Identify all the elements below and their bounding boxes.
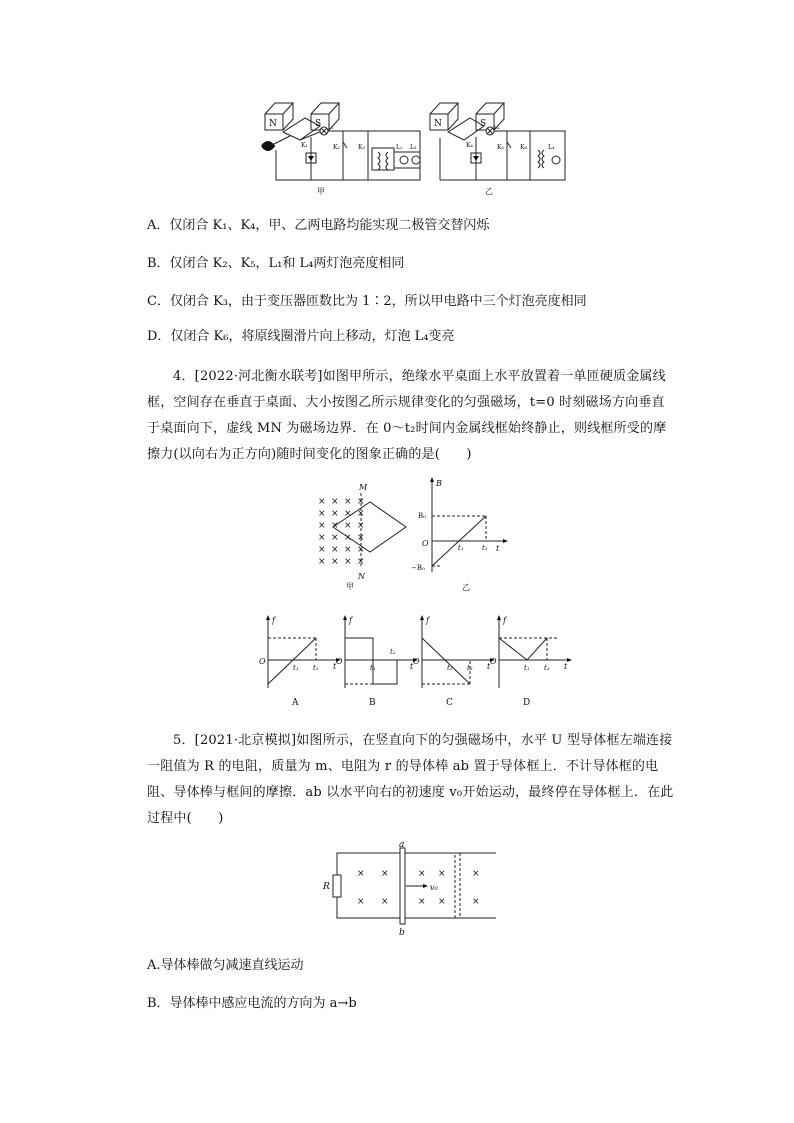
tick-neg-b0: −B₀ [411,564,425,572]
field-cross: × [381,869,389,879]
field-cross: × [357,545,365,555]
field-cross: × [318,545,326,555]
field-cross: × [418,897,426,907]
label-r: R [323,882,330,892]
field-cross: × [357,521,365,531]
magnet-n-label-jia: N [269,119,277,129]
axis-label-f: f [426,616,429,625]
q4-option-graphs [0,610,794,710]
q3-option-c: C．仅闭合 K₃，由于变压器匝数比为 1∶2，所以甲电路中三个灯泡亮度相同 [147,294,587,309]
tick-t2: t₂ [482,544,488,552]
field-cross: × [357,533,365,543]
circuit-jia [262,103,420,196]
field-cross: × [344,497,352,507]
field-cross: × [344,545,352,555]
magnet-s-label-yi: S [480,119,487,129]
b-t-graph [411,477,508,592]
field-cross: × [438,869,446,879]
field-cross: × [472,869,480,879]
origin-label: O [490,657,497,666]
label-yi: 乙 [485,187,493,196]
label-l4: L₄ [494,125,500,131]
f-t-line [422,638,470,684]
magnet-s-label-jia: S [315,119,322,129]
origin-label: O [422,539,429,548]
field-cross: × [357,557,365,567]
label-m: M [359,483,368,492]
label-jia: 甲 [317,187,325,196]
lamp-l5 [552,156,560,164]
q3-option-a: A．仅闭合 K₁、K₄，甲、乙两电路均能实现二极管交替闪烁 [147,218,490,233]
label-fig-jia: 甲 [346,582,354,591]
tick-t1: t₁ [458,544,464,552]
label-k2: K₂ [333,144,340,151]
q5-field-crosses [357,869,480,907]
f-t-line [345,638,397,684]
q3-option-b: B．仅闭合 K₂、K₅，L₁和 L₄两灯泡亮度相同 [147,256,405,271]
axis-label-t: t [496,544,500,553]
axis-label-f: f [503,616,506,625]
option-graph-a [259,615,341,708]
option-label-c: C [446,698,453,708]
axis-label-f: f [272,616,275,625]
f-t-line [499,638,547,660]
field-cross: × [381,897,389,907]
option-label-d: D [523,698,531,708]
origin-label: O [336,657,343,666]
label-l2: L₂ [396,144,403,151]
tick-t2: t₂ [467,664,473,672]
transformer-yi [538,150,544,168]
q4-stem: 4．[2022·河北衡水联考]如图甲所示，绝缘水平桌面上水平放置着一单匝硬质金属线框，空间存在垂直于桌面、大小按图乙所示规律变化的匀强磁场，t=0 时刻磁场方向垂直于桌面向下，虚线 MN 为磁场边界．在 0～t₂时间内金属线框始终静止，则线框所受的摩擦力(以向右为正方向)随时间变化的图象正确的是( ) [147,369,667,462]
field-cross: × [318,521,326,531]
field-cross: × [318,497,326,507]
field-cross: × [331,521,339,531]
label-fig-yi: 乙 [462,583,470,592]
field-cross: × [344,521,352,531]
option-label-a: A [292,698,299,708]
field-cross: × [357,497,365,507]
conductor-rod-ab [400,848,405,924]
lamp-l2 [400,156,408,164]
f-t-line [268,638,316,684]
q5-option-b: B．导体棒中感应电流的方向为 a→b [147,996,357,1011]
option-graph-b [336,615,418,708]
field-cross: × [357,897,365,907]
axis-label-t: t [410,662,414,671]
field-cross: × [318,557,326,567]
tick-b0: B₀ [418,512,426,520]
tick-t1: t₁ [447,664,453,672]
label-b: b [399,928,405,938]
field-cross: × [418,869,426,879]
rod-final-position [455,853,460,918]
field-cross: × [318,509,326,519]
field-cross: × [438,897,446,907]
label-k1: K₁ [301,142,308,149]
label-l1: L₁ [328,125,334,131]
label-k3: K₃ [358,144,365,151]
axis-label-f: f [349,616,352,625]
q5-option-a: A.导体棒做匀减速直线运动 [147,958,304,973]
label-n: N [358,572,365,581]
label-l3: L₃ [410,144,417,151]
tick-t1: t₁ [524,664,530,672]
resistor-r [333,875,341,897]
tick-t2: t₂ [390,648,396,656]
field-cross: × [331,533,339,543]
transformer-jia [372,148,394,170]
field-cross: × [331,497,339,507]
option-label-b: B [369,698,376,708]
field-cross: × [357,509,365,519]
option-graph-c [413,615,495,708]
q4-figure [0,475,794,595]
label-k6: K₆ [520,144,527,151]
magnet-n-label-yi: N [434,119,442,129]
tick-t1: t₁ [370,664,376,672]
label-k4: K₄ [466,142,473,149]
label-k5: K₅ [497,144,504,151]
axis-label-t: t [564,662,568,671]
q5-figure [0,838,794,938]
field-cross: × [344,509,352,519]
field-cross: × [357,869,365,879]
q3-option-d: D．仅闭合 K₆，将原线圈滑片向上移动，灯泡 L₄变亮 [147,329,455,344]
field-cross: × [331,509,339,519]
axis-label-b: B [436,479,442,488]
circuit-yi [430,103,565,196]
field-cross: × [472,897,480,907]
field-cross: × [331,545,339,555]
label-v0: v₀ [430,883,438,892]
axis-label-t: t [487,662,491,671]
tick-t2: t₂ [313,664,319,672]
field-cross: × [318,533,326,543]
origin-label: O [259,657,266,666]
label-a: a [399,840,405,850]
field-cross: × [344,557,352,567]
crank-icon [262,142,274,150]
axis-label-t: t [333,662,337,671]
field-cross: × [331,557,339,567]
origin-label: O [413,657,420,666]
q5-stem: 5．[2021·北京模拟]如图所示，在竖直向下的匀强磁场中，水平 U 型导体框左端连接一阻值为 R 的电阻，质量为 m、电阻为 r 的导体棒 ab 置于导体框上．不计导体框的电阻、导体棒与框间的摩擦．ab 以水平向右的初速度 v₀开始运动，最终停在导体框上．在此过程中( ) [147,733,674,826]
tick-t2: t₂ [544,664,550,672]
label-l4-secondary: L₄ [548,144,555,151]
field-cross: × [344,533,352,543]
circuit-figure [0,0,794,200]
lamp-l3 [412,156,420,164]
tick-t1: t₁ [293,664,299,672]
option-graph-d [490,615,572,708]
